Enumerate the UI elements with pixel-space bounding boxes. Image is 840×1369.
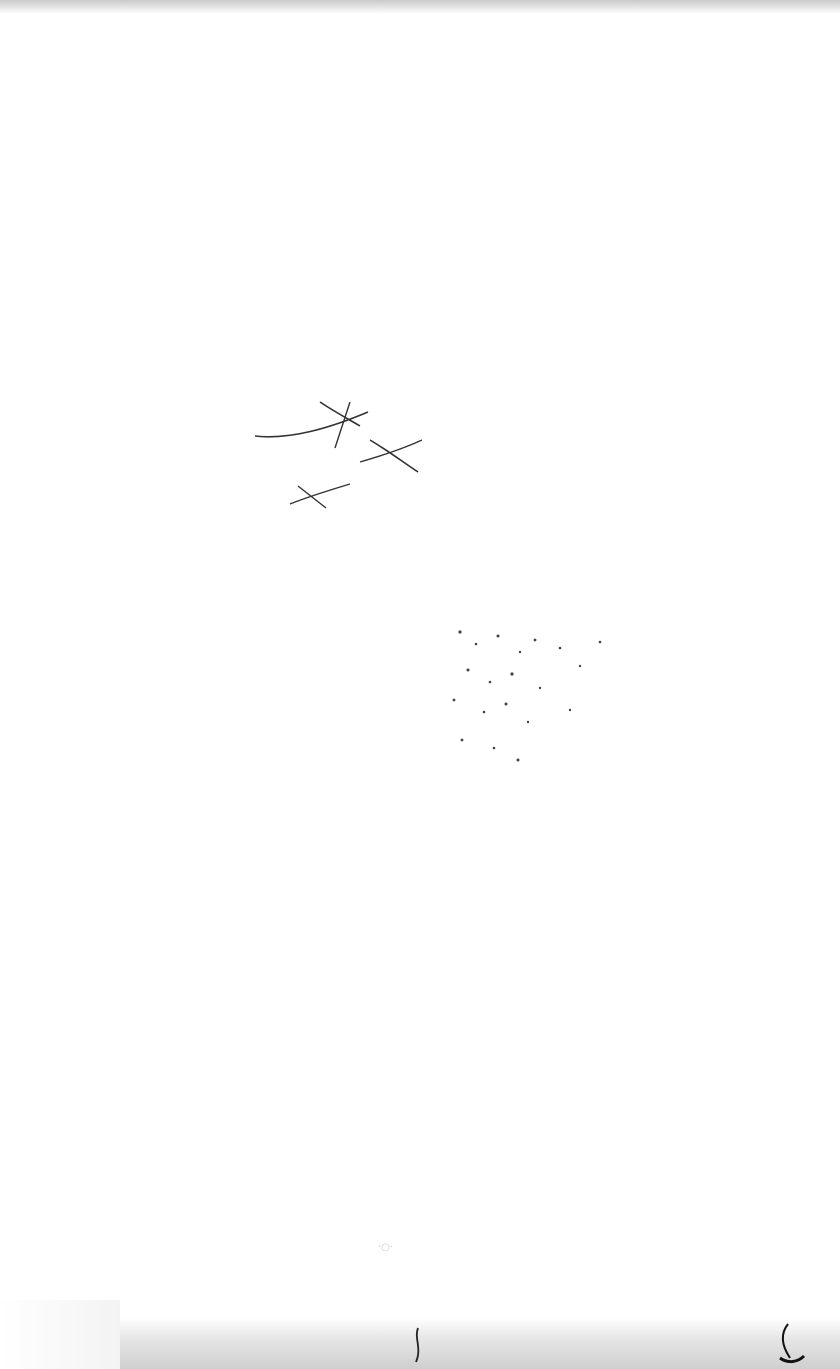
page-mark: ·○·	[378, 1242, 394, 1253]
scan-bottom-edge	[120, 1318, 840, 1369]
bottom-pen-mark	[408, 1326, 428, 1366]
pen-scribble	[250, 400, 450, 520]
print-specks	[440, 622, 620, 772]
scan-top-edge	[0, 0, 840, 14]
scan-shadow	[0, 1300, 120, 1369]
corner-pen-mark	[770, 1318, 810, 1368]
digitized-watermark	[566, 1272, 570, 1311]
